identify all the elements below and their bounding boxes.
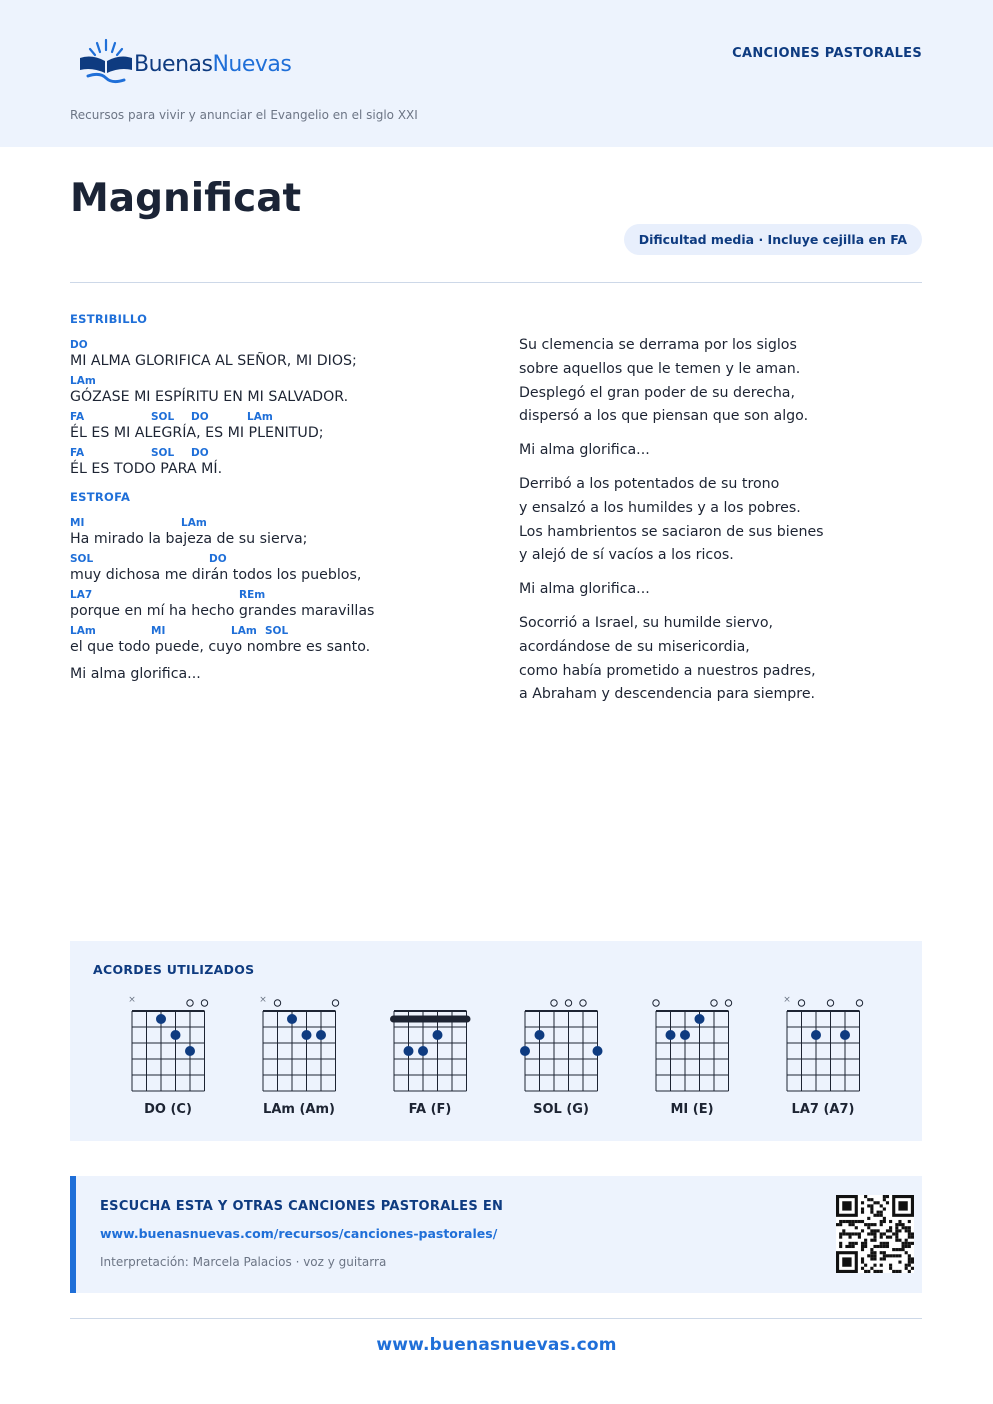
lyric-text: porque en mí ha hecho grandes maravillas [70, 603, 375, 619]
stanza-line: Socorrió a Israel, su humilde siervo, [519, 614, 774, 631]
chord-diagram [375, 991, 485, 1121]
lyric-text: Ha mirado la bajeza de su sierva; [70, 531, 308, 547]
stanza-line: acordándose de su misericordia, [519, 638, 750, 655]
chord-symbol: LAm [181, 517, 207, 529]
chord-diagram [113, 991, 223, 1121]
divider [70, 282, 922, 283]
page-header [0, 0, 993, 147]
chord-symbol: SOL [151, 411, 175, 423]
listen-title: ESCUCHA ESTA Y OTRAS CANCIONES PASTORALES EN [100, 1199, 504, 1214]
chord-symbol: MI [70, 517, 85, 529]
stanza-line: Desplegó el gran poder de su derecha, [519, 384, 796, 401]
tagline: Recursos para vivir y anunciar el Evangelio en el siglo XXI [70, 108, 418, 122]
buenasnuevas-logo-icon[interactable] [76, 36, 136, 88]
listen-credit: Interpretación: Marcela Palacios · voz y guitarra [100, 1255, 387, 1269]
chord-symbol: REm [239, 589, 266, 601]
footer-url-link[interactable]: www.buenasnuevas.com [376, 1335, 617, 1355]
chord-symbol: LAm [247, 411, 273, 423]
lyric-text: MI ALMA GLORIFICA AL SEÑOR, MI DIOS; [70, 353, 357, 369]
brand-name-part2: Nuevas [212, 52, 292, 77]
chord-row [70, 372, 490, 388]
brand-name[interactable] [134, 52, 291, 77]
chord-diagram-icon [637, 991, 747, 1096]
stanza [519, 473, 929, 568]
chord-row [70, 408, 490, 424]
chord-symbol: SOL [265, 625, 289, 637]
chord-row [70, 622, 490, 638]
brand-name-part1: Buenas [134, 52, 213, 77]
chord-symbol: LAm [70, 375, 96, 387]
lyric-text: el que todo puede, cuyo nombre es santo. [70, 639, 371, 655]
chord-symbol: LA7 [70, 589, 93, 601]
refrain-cue: Mi alma glorifica... [70, 666, 201, 682]
stanza-line: dispersó a los que piensan que son algo. [519, 408, 809, 425]
stanza-line: y ensalzó a los humildes y a los pobres. [519, 499, 801, 516]
chord-row [70, 444, 490, 460]
svg-text:×: × [259, 995, 267, 1005]
difficulty-badge: Dificultad media · Incluye cejilla en FA [624, 224, 922, 255]
chord-symbol: DO [191, 447, 209, 459]
chord-diagram-icon [113, 991, 223, 1096]
chord-diagram-icon [506, 991, 616, 1096]
qr-code-icon[interactable] [836, 1195, 914, 1273]
svg-text:×: × [783, 995, 791, 1005]
lyric-line [70, 622, 490, 657]
song-title: Magnificat [70, 176, 302, 221]
lyric-line [70, 514, 490, 549]
chord-diagram [637, 991, 747, 1121]
lyric-line [70, 586, 490, 621]
lyric-text: ÉL ES TODO PARA MÍ. [70, 461, 223, 477]
category-label: CANCIONES PASTORALES [732, 46, 922, 61]
lyric-line [70, 444, 490, 479]
chords-panel-label: ACORDES UTILIZADOS [93, 962, 255, 977]
lyrics-left-column [70, 312, 490, 686]
chord-name: FA (F) [408, 1102, 452, 1117]
chord-symbol: FA [70, 447, 85, 459]
listen-box [70, 1176, 922, 1293]
chord-row [70, 586, 490, 602]
chord-row [70, 514, 490, 530]
lyrics-right-column [519, 334, 929, 717]
chord-symbol: LAm [70, 625, 96, 637]
stanza [519, 334, 929, 429]
chord-name: LAm (Am) [263, 1102, 335, 1117]
lyric-line [70, 372, 490, 407]
lyric-text: GÓZASE MI ESPÍRITU EN MI SALVADOR. [70, 389, 349, 405]
chord-symbol: DO [209, 553, 227, 565]
chorus-label: ESTRIBILLO [70, 312, 148, 326]
chord-row [70, 550, 490, 566]
listen-url-link[interactable]: www.buenasnuevas.com/recursos/canciones-pastorales/ [100, 1226, 498, 1241]
lyric-text: ÉL ES MI ALEGRÍA, ES MI PLENITUD; [70, 425, 324, 441]
chord-diagram-icon [768, 991, 878, 1096]
stanza-line: y alejó de sí vacíos a los ricos. [519, 547, 734, 564]
stanza-line: Derribó a los potentados de su trono [519, 475, 780, 492]
stanza [519, 578, 929, 602]
lyric-text: muy dichosa me dirán todos los pueblos, [70, 567, 362, 583]
chord-name: SOL (G) [533, 1102, 589, 1117]
stanza-line: sobre aquellos que le temen y le aman. [519, 360, 801, 377]
chords-panel [70, 941, 922, 1141]
stanza-line: Los hambrientos se saciaron de sus bienes [519, 523, 824, 540]
chord-diagram-icon [375, 991, 485, 1096]
chord-symbol: DO [70, 339, 88, 351]
stanza-line: a Abraham y descendencia para siempre. [519, 686, 816, 703]
stanza [519, 439, 929, 463]
chord-row [70, 336, 490, 352]
chord-symbol: SOL [70, 553, 94, 565]
svg-text:×: × [128, 995, 136, 1005]
lyric-line [70, 550, 490, 585]
chord-symbol: DO [191, 411, 209, 423]
stanza-line: como había prometido a nuestros padres, [519, 662, 816, 679]
chord-diagram [768, 991, 878, 1121]
stanza-line: Mi alma glorifica... [519, 442, 650, 459]
footer-divider [70, 1318, 922, 1319]
stanza [519, 612, 929, 707]
verse-label: ESTROFA [70, 490, 131, 504]
chord-symbol: LAm [231, 625, 257, 637]
chord-name: LA7 (A7) [791, 1102, 855, 1117]
chord-symbol: MI [151, 625, 166, 637]
lyric-line [70, 336, 490, 371]
chord-symbol: FA [70, 411, 85, 423]
chorus-block [70, 336, 490, 479]
chord-diagram [506, 991, 616, 1121]
chord-name: MI (E) [670, 1102, 714, 1117]
chord-diagram-icon [244, 991, 354, 1096]
verse-block [70, 514, 490, 657]
stanza-line: Su clemencia se derrama por los siglos [519, 337, 797, 353]
chord-symbol: SOL [151, 447, 175, 459]
stanza-line: Mi alma glorifica... [519, 581, 650, 598]
chord-diagram [244, 991, 354, 1121]
chord-name: DO (C) [144, 1102, 192, 1117]
lyric-line [70, 408, 490, 443]
